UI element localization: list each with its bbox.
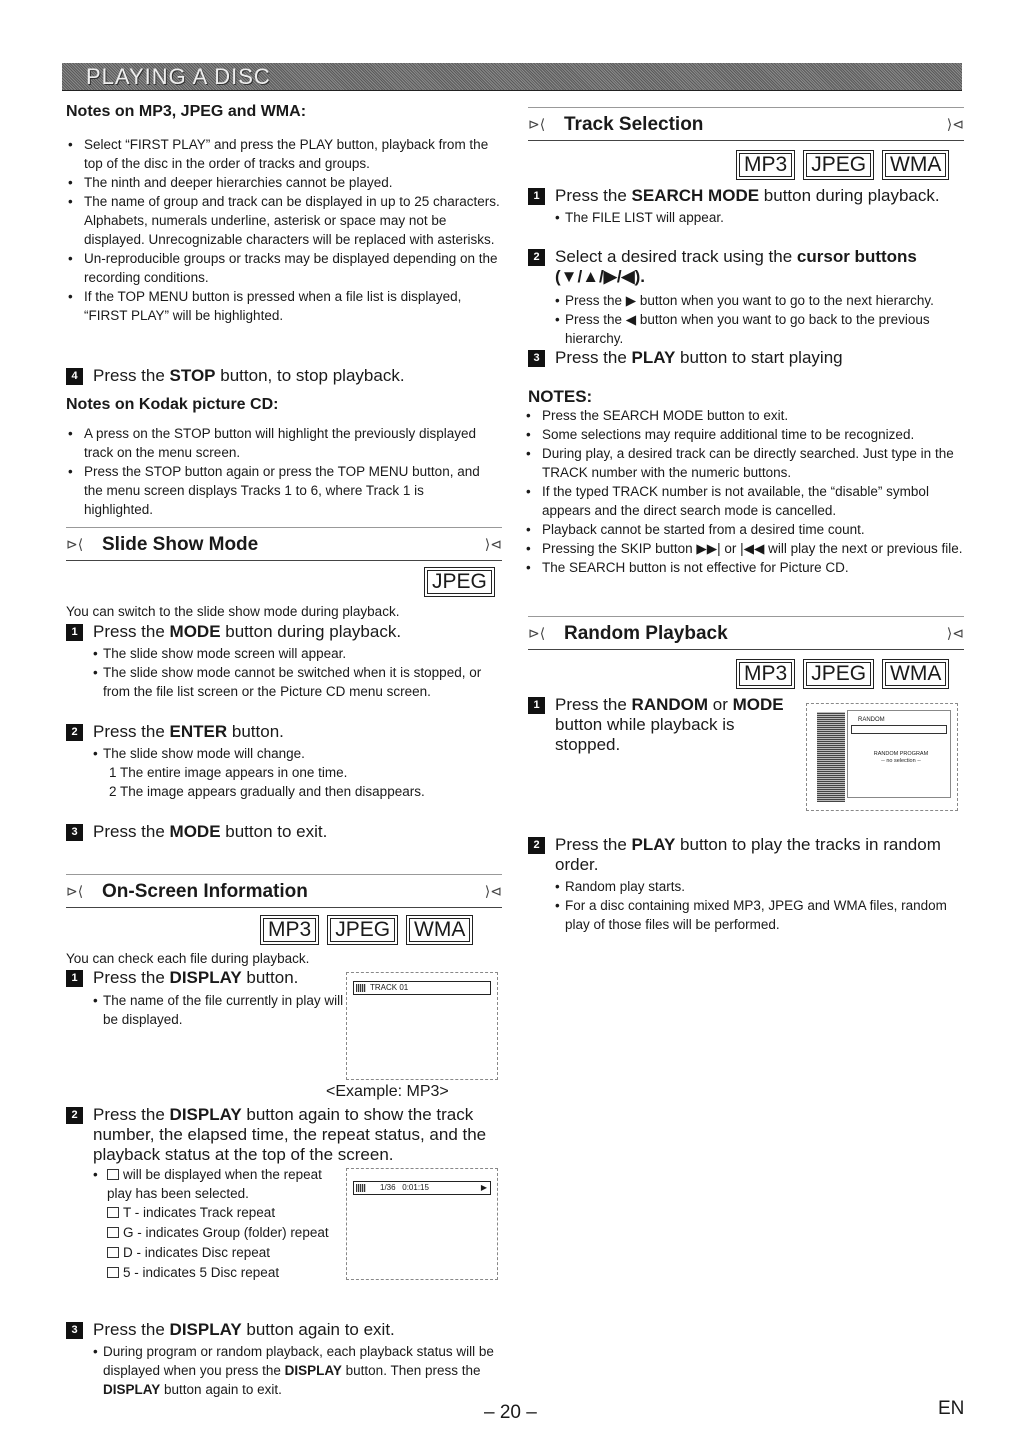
- text: button. Then press the: [341, 1363, 481, 1378]
- osi-example-caption: <Example: MP3>: [326, 1083, 449, 1100]
- jpeg-badge: JPEG: [803, 150, 874, 180]
- arrow-keys-text: (▼/▲/▶/◀).: [555, 267, 646, 286]
- osi-section-title: [66, 874, 502, 908]
- osi-step-2-block: [66, 1105, 506, 1165]
- mp3-note-item: • If the TOP MENU button is pressed when a file list is displayed, “FIRST PLAY” will be highlighted.: [66, 287, 506, 325]
- random-playback-section-title: [528, 616, 964, 650]
- text: Press the: [93, 366, 170, 385]
- text: 5 - indicates 5 Disc repeat: [123, 1265, 280, 1280]
- repeat-icon: [107, 1267, 119, 1278]
- slide-s2-opt2: 2 The image appears gradually and then disappears.: [109, 784, 425, 799]
- section-banner: [62, 63, 962, 91]
- track-s2-sub1: • Press the ▶ button when you want to go to the next hierarchy.: [528, 291, 968, 310]
- kodak-notes: [66, 424, 496, 519]
- track-selection-section-title: [528, 107, 964, 141]
- track-note-item: • Press the SEARCH MODE button to exit.: [524, 406, 964, 425]
- step-number: 3: [66, 1322, 83, 1339]
- mp3-note-item: • Select “FIRST PLAY” and press the PLAY button, playback from the top of the disc in the order of tracks and groups.: [66, 135, 506, 173]
- mp3-badge: MP3: [736, 150, 795, 180]
- bracket-left-icon: ⊳⟨: [528, 116, 546, 132]
- step-number: 4: [66, 368, 83, 385]
- text: Press the: [555, 835, 632, 854]
- slide-step-2: [66, 722, 506, 742]
- text: D - indicates Disc repeat: [123, 1245, 271, 1260]
- mp3-notes-list: [66, 135, 506, 325]
- repeat-icon: [107, 1247, 119, 1258]
- step-number: 3: [528, 350, 545, 367]
- bold-text: PLAY: [631, 835, 676, 854]
- text: G - indicates Group (folder) repeat: [123, 1225, 329, 1240]
- repeat-icon: [107, 1227, 119, 1238]
- bold-text: MODE: [169, 622, 221, 641]
- text: Press the: [93, 722, 170, 741]
- bold-text: DISPLAY: [284, 1363, 342, 1378]
- step-number: 3: [66, 824, 83, 841]
- wma-badge: WMA: [882, 659, 949, 689]
- track-note-item: • Playback cannot be started from a desired time count.: [524, 520, 964, 539]
- text: During program or random playback, each playback status will be displayed when you press the: [103, 1344, 494, 1378]
- bracket-left-icon: ⊳⟨: [66, 883, 84, 899]
- language-code: EN: [938, 1398, 965, 1419]
- bracket-right-icon: ⟩⊲: [484, 883, 502, 899]
- osi-step-3-block: [66, 1320, 506, 1399]
- osi-badges: [260, 915, 473, 945]
- screen-title: RANDOM: [858, 717, 885, 723]
- track-s2-sub2: • Press the ◀ button when you want to go back to the previous hierarchy.: [528, 310, 968, 348]
- track-bar: [353, 981, 491, 995]
- bold-text: PLAY: [631, 348, 676, 367]
- random-step-1: [528, 695, 798, 755]
- bold-text: DISPLAY: [103, 1382, 161, 1397]
- bold-text: ENTER: [169, 722, 228, 741]
- track-step-1: [528, 186, 968, 206]
- section-title: Slide Show Mode: [102, 534, 259, 555]
- osi-repeat-info: [66, 1165, 336, 1283]
- track-s1-sub: • The FILE LIST will appear.: [528, 208, 968, 227]
- text: button.: [241, 968, 299, 987]
- screen-panel: [847, 710, 951, 798]
- track-num: 1/36: [380, 1183, 396, 1192]
- kodak-note-2: [66, 462, 496, 519]
- osi-screen-example-2: [346, 1168, 498, 1280]
- osi-s2-g: [66, 1223, 336, 1243]
- osi-s1-sub: • The name of the file currently in play will be displayed.: [66, 991, 346, 1029]
- text: Press the: [93, 622, 170, 641]
- slide-steps: [66, 622, 506, 842]
- step-number: 2: [528, 837, 545, 854]
- bracket-left-icon: ⊳⟨: [66, 536, 84, 552]
- stop-step: [66, 366, 506, 386]
- slide-s2-sub1: • The slide show mode will change.: [66, 744, 506, 763]
- text: button again to exit.: [241, 1320, 395, 1339]
- repeat-icon: [107, 1169, 119, 1180]
- bracket-right-icon: ⟩⊲: [946, 625, 964, 641]
- track-step-2: [528, 247, 968, 287]
- kodak-heading: Notes on Kodak picture CD:: [66, 396, 279, 413]
- bracket-right-icon: ⟩⊲: [484, 536, 502, 552]
- play-icon: ▶: [480, 1183, 487, 1192]
- track-note-item: • During play, a desired track can be directly searched. Just type in the TRACK number with the numeric buttons.: [524, 444, 964, 482]
- text: Press the: [93, 968, 170, 987]
- mp3-note-item: • Un-reproducible groups or tracks may be displayed depending on the recording conditions.: [66, 249, 506, 287]
- osi-intro: You can check each file during playback.: [66, 951, 310, 966]
- text: button to play the tracks in random order.: [555, 835, 941, 874]
- slide-s1-sub1: • The slide show mode screen will appear.: [66, 644, 506, 663]
- text: Select a desired track using the: [555, 247, 797, 266]
- text: Press the: [93, 1105, 170, 1124]
- screen-bar: [851, 725, 947, 734]
- text: button during playback.: [220, 622, 402, 641]
- step-number: 2: [528, 249, 545, 266]
- elapsed-time: 0:01:15: [402, 1183, 429, 1192]
- bold-text: STOP: [169, 366, 216, 385]
- step-number: 2: [66, 1107, 83, 1124]
- banner-title: PLAYING A DISC: [86, 64, 271, 89]
- text: will be displayed when the repeat play has been selected.: [107, 1167, 322, 1201]
- step-number: 1: [66, 970, 83, 987]
- repeat-icon: [107, 1207, 119, 1218]
- notes-heading: NOTES:: [528, 387, 593, 406]
- bold-text: DISPLAY: [169, 968, 242, 987]
- kodak-note: • A press on the STOP button will highlight the previously displayed track on the menu screen.: [66, 424, 496, 462]
- mp3-badge: MP3: [736, 659, 795, 689]
- status-bar: [353, 1181, 491, 1195]
- jpeg-badge: JPEG: [803, 659, 874, 689]
- mp3-notes-heading: Notes on MP3, JPEG and WMA:: [66, 103, 307, 120]
- osi-step-1-block: [66, 968, 346, 1029]
- slide-step-1: [66, 622, 506, 642]
- osi-s2-d: [66, 1243, 336, 1263]
- jpeg-badge: JPEG: [424, 567, 495, 597]
- text: Press the: [555, 186, 632, 205]
- track-note-item: • Pressing the SKIP button ▶▶| or |◀◀ will play the next or previous file.: [524, 539, 964, 558]
- osi-screen-example-1: [346, 972, 498, 1080]
- osi-s3-sub: [66, 1342, 506, 1399]
- random-s2-sub2: • For a disc containing mixed MP3, JPEG and WMA files, random play of those files will be performed.: [528, 896, 968, 934]
- slide-step-3: [66, 822, 506, 842]
- osi-s2-5: [66, 1263, 336, 1283]
- page-number: – 20 –: [484, 1402, 537, 1423]
- slide-show-section-title: [66, 527, 502, 561]
- bold-text: MODE: [732, 695, 784, 714]
- osi-step-2: [66, 1105, 506, 1165]
- bold-text: DISPLAY: [169, 1105, 242, 1124]
- text: Press the: [93, 822, 170, 841]
- track-badges: [736, 150, 949, 180]
- track-notes-list: [524, 406, 964, 577]
- step-number: 1: [528, 188, 545, 205]
- bold-text: RANDOM: [631, 695, 709, 714]
- section-title: Track Selection: [564, 114, 704, 135]
- text: Press the: [555, 695, 632, 714]
- track-step-3: [528, 348, 968, 368]
- osi-s2-sub: [66, 1165, 336, 1203]
- bracket-right-icon: ⟩⊲: [946, 116, 964, 132]
- random-step-1-block: [528, 695, 798, 755]
- section-title: On-Screen Information: [102, 881, 308, 902]
- text: RANDOM PROGRAM: [873, 751, 929, 757]
- text: button, to stop playback.: [215, 366, 405, 385]
- text: or: [708, 695, 733, 714]
- bold-text: cursor buttons: [796, 247, 917, 266]
- track-note-item: • The SEARCH button is not effective for Picture CD.: [524, 558, 964, 577]
- slide-badges: [424, 567, 495, 597]
- disc-graphic: [817, 712, 845, 802]
- text: button to exit.: [220, 822, 328, 841]
- slide-intro: You can switch to the slide show mode during playback.: [66, 604, 400, 619]
- random-s2-sub1: • Random play starts.: [528, 877, 968, 896]
- text: Press the: [555, 348, 632, 367]
- osi-s2-t: [66, 1203, 336, 1223]
- wma-badge: WMA: [406, 915, 473, 945]
- wma-badge: WMA: [882, 150, 949, 180]
- track-text: TRACK 01: [370, 983, 409, 992]
- track-note-item: • Some selections may require additional time to be recognized.: [524, 425, 964, 444]
- text: -- no selection --: [881, 758, 921, 764]
- track-steps: [528, 186, 968, 368]
- section-title: Random Playback: [564, 623, 728, 644]
- bold-text: MODE: [169, 822, 221, 841]
- screen-message: [856, 751, 946, 765]
- text: T - indicates Track repeat: [123, 1205, 276, 1220]
- mp3-badge: MP3: [260, 915, 319, 945]
- jpeg-badge: JPEG: [327, 915, 398, 945]
- text: button during playback.: [759, 186, 940, 205]
- random-screen-example: [806, 703, 958, 811]
- step-number: 1: [66, 624, 83, 641]
- text: button again to show the track number, the elapsed time, the repeat status, and the playback status at the top of the screen.: [93, 1105, 487, 1164]
- bracket-left-icon: ⊳⟨: [528, 625, 546, 641]
- text: button while playback is stopped.: [555, 715, 735, 754]
- step-number: 2: [66, 724, 83, 741]
- track-note-item: • If the typed TRACK number is not available, the “disable” symbol appears and the direct search mode is cancelled.: [524, 482, 964, 520]
- slide-s1-sub2: • The slide show mode cannot be switched when it is stopped, or from the file list screen or the Picture CD menu screen.: [66, 663, 506, 701]
- text: Press the: [93, 1320, 170, 1339]
- bold-text: DISPLAY: [169, 1320, 242, 1339]
- text: Press the STOP button again or press the TOP MENU button, and the menu screen displays Tracks 1 to 6, where Track 1 is highlighted.: [84, 464, 480, 517]
- step-number: 1: [528, 697, 545, 714]
- random-badges: [736, 659, 949, 689]
- text: button.: [227, 722, 284, 741]
- random-step-2: [528, 835, 968, 875]
- random-step-2-block: [528, 835, 968, 934]
- text: button to start playing: [675, 348, 843, 367]
- osi-step-3: [66, 1320, 506, 1340]
- slide-s2-opt1: 1 The entire image appears in one time.: [109, 765, 348, 780]
- mp3-note-item: • The name of group and track can be displayed in up to 25 characters. Alphabets, numerals underline, asterisk or space may not be displayed. Unrecognizable characters will be replaced with asterisks.: [66, 192, 506, 249]
- osi-step-1: [66, 968, 346, 988]
- bold-text: SEARCH MODE: [631, 186, 760, 205]
- mp3-note-item: • The ninth and deeper hierarchies cannot be played.: [66, 173, 506, 192]
- text: button again to exit.: [160, 1382, 282, 1397]
